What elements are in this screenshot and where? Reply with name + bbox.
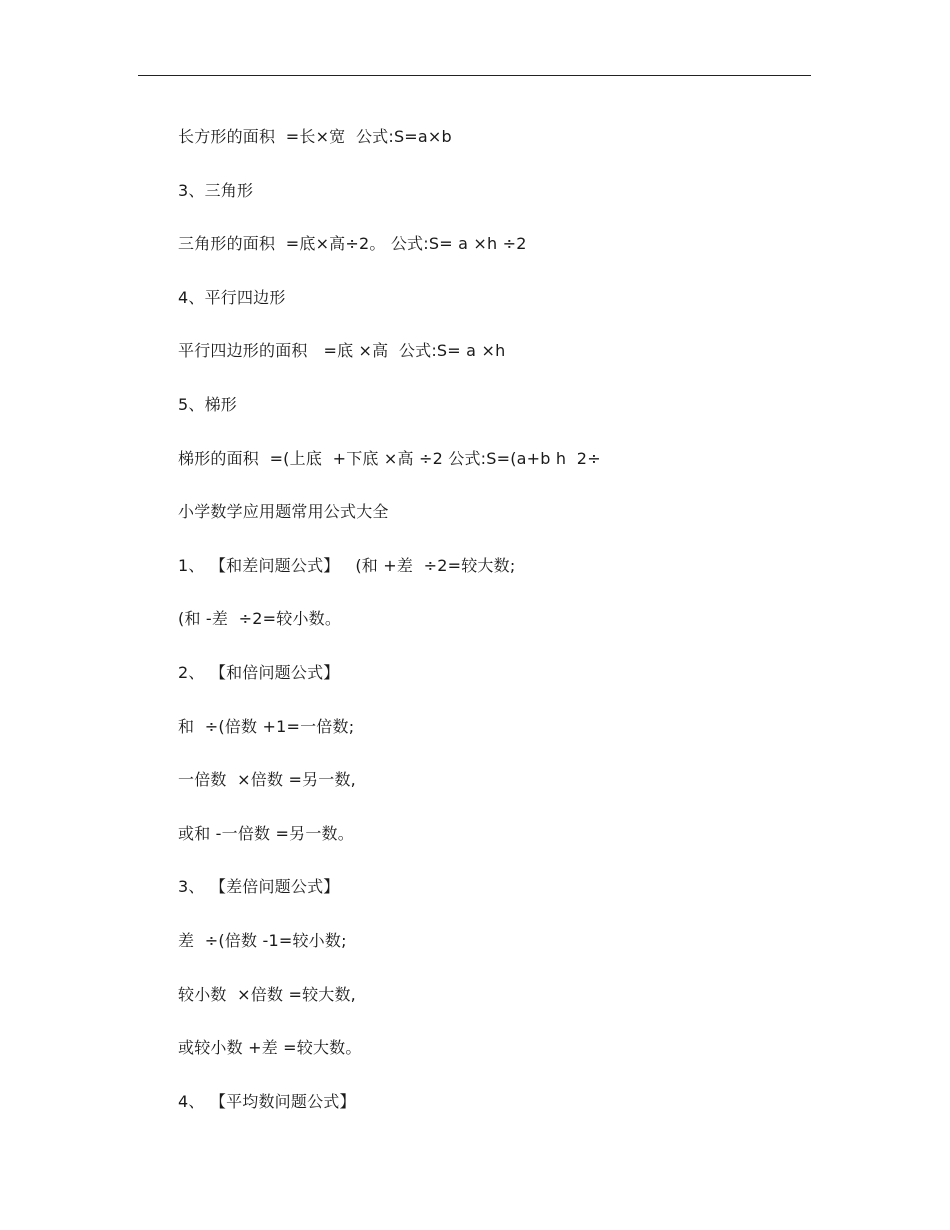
text-line: 一倍数 ×倍数 =另一数, <box>178 770 356 790</box>
text-line: 1、 【和差问题公式】 (和 +差 ÷2=较大数; <box>178 555 516 575</box>
text-line: 三角形的面积 =底×高÷2。 公式:S= a ×h ÷2 <box>178 234 527 254</box>
text-line: 较小数 ×倍数 =较大数, <box>178 984 356 1004</box>
text-line: (和 -差 ÷2=较小数。 <box>178 609 342 629</box>
section-heading: 4、平行四边形 <box>178 287 286 307</box>
text-line: 或较小数 +差 =较大数。 <box>178 1038 362 1058</box>
text-line: 长方形的面积 =长×宽 公式:S=a×b <box>178 127 452 146</box>
section-heading: 5、梯形 <box>178 394 237 414</box>
text-line: 梯形的面积 =(上底 +下底 ×高 ÷2 公式:S=(a+b h 2÷ <box>178 448 601 468</box>
section-heading: 3、三角形 <box>178 180 254 200</box>
document-body <box>178 124 818 1142</box>
section-heading: 4、 【平均数问题公式】 <box>178 1091 356 1111</box>
text-line: 差 ÷(倍数 -1=较小数; <box>178 930 347 950</box>
text-line: 平行四边形的面积 =底 ×高 公式:S= a ×h <box>178 341 506 361</box>
section-title: 小学数学应用题常用公式大全 <box>178 502 389 522</box>
text-line: 和 ÷(倍数 +1=一倍数; <box>178 716 355 736</box>
text-line: 或和 -一倍数 =另一数。 <box>178 823 354 843</box>
header-rule <box>138 75 811 76</box>
section-heading: 3、 【差倍问题公式】 <box>178 877 340 897</box>
section-heading: 2、 【和倍问题公式】 <box>178 662 340 682</box>
